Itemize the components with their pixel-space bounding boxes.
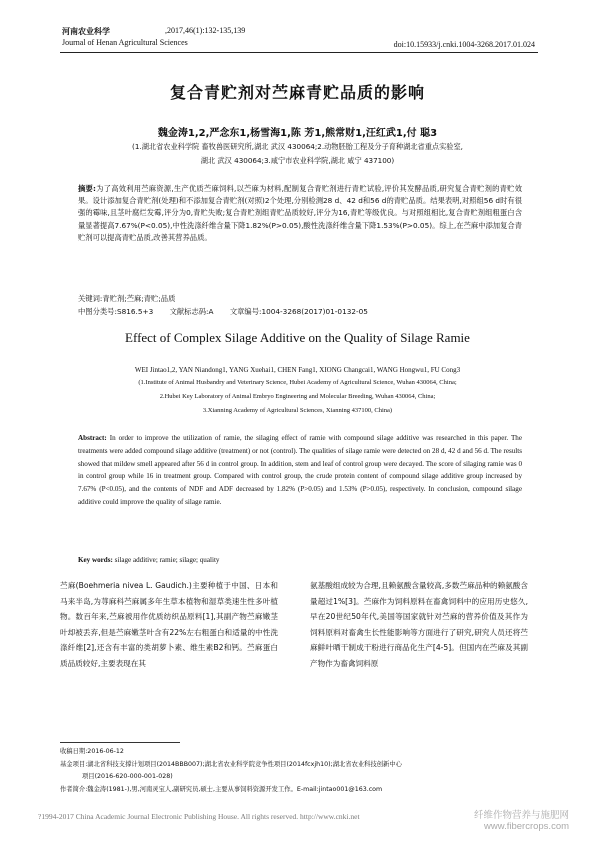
affiliation-en-line: 2.Hubei Key Laboratory of Animal Embryo Engineering and Molecular Breeding, Wuhan 430064, China; <box>159 393 436 400</box>
footnotes <box>60 746 540 796</box>
paper-title-en: Effect of Complex Silage Additive on the Quality of Silage Ramie <box>125 330 470 345</box>
abstract-en-text: In order to improve the utilization of ramie, the silaging effect of ramie with compound silage additive was researched in this paper. The treatments were added compound silage additive (treatment) or not (control). The qualities of silage ramie were detected on 28 d, 42 d and 56 d. The results showed that mildew smell appeared after 56 d in control group. In addition, stem and leaf of control group were decayed. The score of silaging ramie was 0 in control group while 16 in treatment group. Compared with control group, the crude protein content of compound silage additive group increased by 7.67% (P<0.05), and the contents of NDF and ADF decreased by 1.82% (P>0.05) and 1.53% (P>0.05), respectively. In conclusion, compound silage additive could improve the quality of silage ramie. <box>78 434 522 506</box>
document-code: 文献标志码:A <box>169 307 214 316</box>
keywords-en-text: silage additive; ramie; silage; quality <box>114 556 220 564</box>
copyright-line: ?1994-2017 China Academic Journal Electronic Publishing House. All rights reserved. http://www.cnki.net <box>38 812 360 821</box>
journal-name-cn: 河南农业科学 <box>62 27 110 36</box>
journal-name-en: Journal of Henan Agricultural Sciences <box>62 38 188 47</box>
abstract-cn-label: 摘要: <box>78 184 96 193</box>
affiliation-cn-line: (1.湖北省农业科学院 畜牧兽医研究所,湖北 武汉 430064;2.动物胚胎工程及分子育种湖北省重点实验室, <box>132 142 463 151</box>
header-divider <box>60 52 538 53</box>
watermark-line-2: www.fibercrops.com <box>484 821 570 832</box>
body-column-right: 氨基酸组成较为合理,且赖氨酸含量较高,多数苎麻品种的赖氨酸含量超过1%[3]。苎麻作为饲料原料在畜禽饲料中的应用历史悠久,早在20世纪50年代,美国等国家就针对苎麻的营养价值及其作为饲料原料对畜禽生长性能影响等方面进行了研究,研究人员还将苎麻鲜叶晒干制成干粉进行商品化生产[4-5]。但国内在苎麻及其副产物作为畜禽饲料原 <box>310 581 528 668</box>
doi-link[interactable]: doi:10.15933/j.cnki.1004-3268.2017.01.024 <box>393 40 535 49</box>
journal-volume: ,2017,46(1):132-135,139 <box>165 26 246 35</box>
affiliation-en-line: 3.Xianning Academy of Agricultural Sciences, Xianning 437100, China) <box>202 407 393 414</box>
watermark-line-1: 纤维作物营养与施肥网 <box>474 810 570 821</box>
footnote-received: 收稿日期:2016-06-12 <box>60 748 124 755</box>
affiliation-cn-line: 湖北 武汉 430064;3.咸宁市农业科学院,湖北 咸宁 437100) <box>200 156 395 165</box>
authors-cn: 魏金涛1,2,严念东1,杨雪海1,陈 芳1,熊常财1,汪红武1,付 聪3 <box>157 128 438 139</box>
keywords-en <box>78 556 522 564</box>
abstract-cn-text: 为了高效利用苎麻资源,生产优质苎麻饲料,以苎麻为材料,配制复合青贮剂进行青贮试验,评价其发酵品质,研究复合青贮剂的青贮效果。设计添加复合青贮剂(处理)和不添加复合青贮剂(对照)2个处理,分别检测28 d、42 d和56 d的青贮品质。结果表明,对照组56 d时有很强的霉味,且茎叶腐烂发霉,评分为0,青贮失败;复合青贮剂组青贮品质较好,评分为16,青贮等级优良。与对照组相比,复合青贮剂组粗蛋白含量显著提高7.67%(P<0.05),中性洗涤纤维含量下降1.82%(P>0.05),酸性洗涤纤维含量下降1.53%(P>0.05)。综上,在苎麻中添加复合青贮剂可以提高青贮品质,改善其营养品质。 <box>78 184 522 242</box>
abstract-en <box>78 432 522 509</box>
affiliation-en-line: (1.Institute of Animal Husbandry and Veterinary Science, Hubei Academy of Agricultural Science, Wuhan 430064, China; <box>138 379 457 386</box>
article-number: 文章编号:1004-3268(2017)01-0132-05 <box>229 307 368 316</box>
footnote-divider <box>60 742 180 743</box>
classification-line <box>78 307 522 317</box>
abstract-cn <box>78 183 522 244</box>
body-column-left: 苎麻(Boehmeria nivea L. Gaudich.)主要种植于中国、日本和马来半岛,为荨麻科苎麻属多年生草本植物和湿草类速生性多叶植物。数百年来,苎麻被用作优质纺织品原料[1],其副产物苎麻嫩茎叶却被丢弃,但是苎麻嫩茎叶含有22%左右粗蛋白和适量的中性洗涤纤维[2],还含有丰富的类胡萝卜素、维生素B2和钙。苎麻蛋白质品质较好,主要表现在其 <box>60 581 278 668</box>
keywords-cn: 关键词:青贮剂;苎麻;青贮;品质 <box>78 294 176 303</box>
keywords-en-label: Key words: <box>78 556 113 564</box>
clc-number: 中图分类号:S816.5+3 <box>78 307 154 316</box>
footnote-funding-cont: 项目(2016-620-000-001-028) <box>82 773 173 780</box>
abstract-en-label: Abstract: <box>78 434 107 442</box>
paper-title-cn: 复合青贮剂对苎麻青贮品质的影响 <box>169 83 425 102</box>
footnote-funding: 基金项目:湖北省科技支撑计划项目(2014BBB007);湖北省农业科学院竞争性项目(2014fcxjh10);湖北省农业科技创新中心 <box>60 760 402 768</box>
footnote-author-bio: 作者简介:魏金涛(1981-),男,河南灵宝人,副研究员,硕士,主要从事饲料资源开发工作。E-mail:jintao001@163.com <box>60 785 383 793</box>
authors-en: WEI Jintao1,2, YAN Niandong1, YANG Xuehai1, CHEN Fang1, XIONG Changcai1, WANG Hongwu1, FU Cong3 <box>134 366 461 374</box>
watermark <box>474 810 569 832</box>
